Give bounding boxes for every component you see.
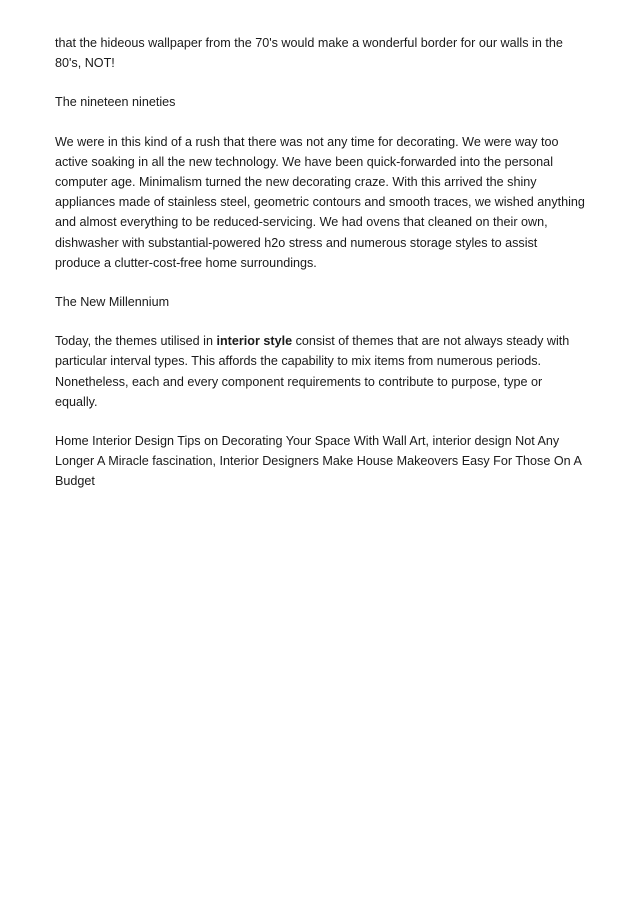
paragraph-millennium-text-end: consist of themes that are not always steady with particular interval types. This affords the capability to mix items from numerous periods. Nonetheless, each and every component requirements to contribute to purpose, type or equally. xyxy=(55,334,570,409)
document-page xyxy=(55,33,585,511)
interior-style-keyword: interior style xyxy=(216,334,293,349)
heading-nineties: The nineteen nineties xyxy=(55,95,176,110)
heading-new-millennium: The New Millennium xyxy=(55,295,170,310)
related-articles-paragraph: Home Interior Design Tips on Decorating Your Space With Wall Art, interior design Not Any Longer A Miracle fascination, Interior Designers Make House Makeovers Easy For Those On A Budget xyxy=(55,434,582,489)
paragraph-millennium xyxy=(55,331,585,412)
paragraph-wallpaper: that the hideous wallpaper from the 70's would make a wonderful border for our walls in the 80's, NOT! xyxy=(55,36,563,71)
paragraph-nineties: We were in this kind of a rush that there was not any time for decorating. We were way too active soaking in all the new technology. We have been quick-forwarded into the personal computer age. Minimalism turned the new decorating craze. With this arrived the shiny appliances made of stainless steel, geometric contours and smooth traces, we wished anything and almost everything to be reduced-servicing. We had ovens that cleaned on their own, dishwasher with substantial-powered h2o stress and numerous storage styles to assist produce a clutter-cost-free home surroundings. xyxy=(55,134,585,270)
paragraph-millennium-text-start: Today, the themes utilised in xyxy=(55,334,217,349)
